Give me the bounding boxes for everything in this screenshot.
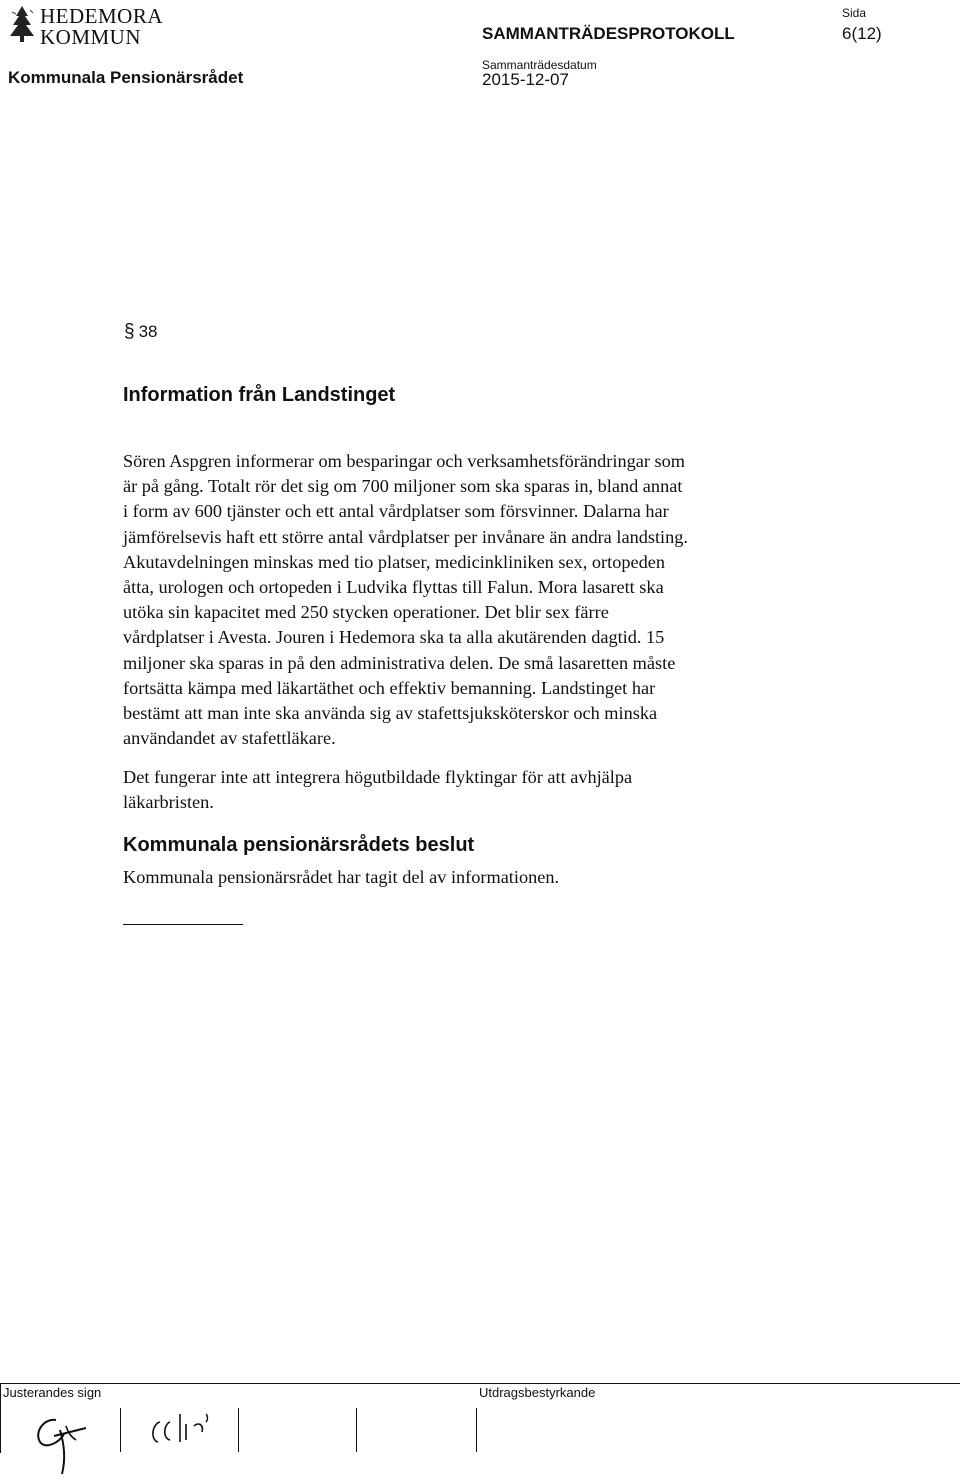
org-name-line1: HEDEMORA	[40, 4, 163, 28]
tree-emblem-icon	[8, 4, 36, 44]
text-line: i form av 600 tjänster och ett antal vårdplatser som försvinner. Dalarna har	[123, 501, 669, 522]
footer-left-border	[0, 1383, 1, 1453]
org-name-line2: KOMMUN	[40, 25, 142, 49]
section-heading: Information från Landstinget	[123, 384, 396, 406]
decision-text: Kommunala pensionärsrådet har tagit del av informationen.	[123, 867, 560, 887]
text-line: utöka sin kapacitet med 250 stycken operationer. Det blir sex färre	[123, 602, 609, 623]
meeting-date-label: Sammanträdesdatum	[482, 58, 597, 72]
council-name: Kommunala Pensionärsrådet	[8, 68, 244, 87]
signature-box-divider	[476, 1408, 477, 1452]
meeting-date-value: 2015-12-07	[482, 70, 569, 89]
end-divider	[123, 924, 243, 925]
body-paragraph-2	[123, 765, 823, 815]
text-line: Akutavdelningen minskas med tio platser, medicinkliniken sex, ortopeden	[123, 551, 666, 572]
page-label: Sida	[842, 6, 867, 20]
section-number-value: 38	[138, 322, 158, 341]
text-line: fortsätta kämpa med läkartäthet och effektiv bemanning. Landstinget har	[123, 677, 656, 698]
page-number: 6(12)	[842, 24, 882, 43]
text-line: åtta, urologen och ortopeden i Ludvika flyttas till Falun. Mora lasarett ska	[123, 577, 664, 598]
document-title: SAMMANTRÄDESPROTOKOLL	[482, 24, 735, 43]
signature-box-divider	[356, 1408, 357, 1452]
decision-heading: Kommunala pensionärsrådets beslut	[123, 834, 475, 856]
text-line: är på gång. Totalt rör det sig om 700 miljoner som ska sparas in, bland annat	[123, 476, 683, 497]
municipality-logo	[8, 4, 36, 44]
certification-label: Utdragsbestyrkande	[479, 1385, 596, 1400]
handwritten-signature-2	[126, 1402, 236, 1462]
text-line: bestämt att man inte ska använda sig av stafettsjuksköterskor och minska	[123, 703, 658, 724]
text-line: läkarbristen.	[123, 792, 214, 813]
footer-top-border	[0, 1383, 960, 1384]
handwritten-signature-1	[26, 1400, 136, 1477]
text-line: miljoner ska sparas in på den administrativa delen. De små lasaretten måste	[123, 652, 676, 673]
body-paragraph-1	[123, 449, 823, 751]
signature-label: Justerandes sign	[3, 1385, 102, 1400]
text-line: vårdplatser i Avesta. Jouren i Hedemora ska ta alla akutärenden dagtid. 15	[123, 627, 665, 648]
section-number	[124, 321, 158, 343]
text-line: Sören Aspgren informerar om besparingar och verksamhetsförändringar som	[123, 451, 685, 471]
text-line: jämförelsevis haft ett större antal vårdplatser per invånare än andra landsting.	[123, 526, 688, 547]
text-line: användandet av stafettläkare.	[123, 728, 336, 749]
section-symbol: §	[124, 321, 135, 342]
signature-box-divider	[238, 1408, 239, 1452]
text-line: Det fungerar inte att integrera högutbildade flyktingar för att avhjälpa	[123, 767, 633, 787]
